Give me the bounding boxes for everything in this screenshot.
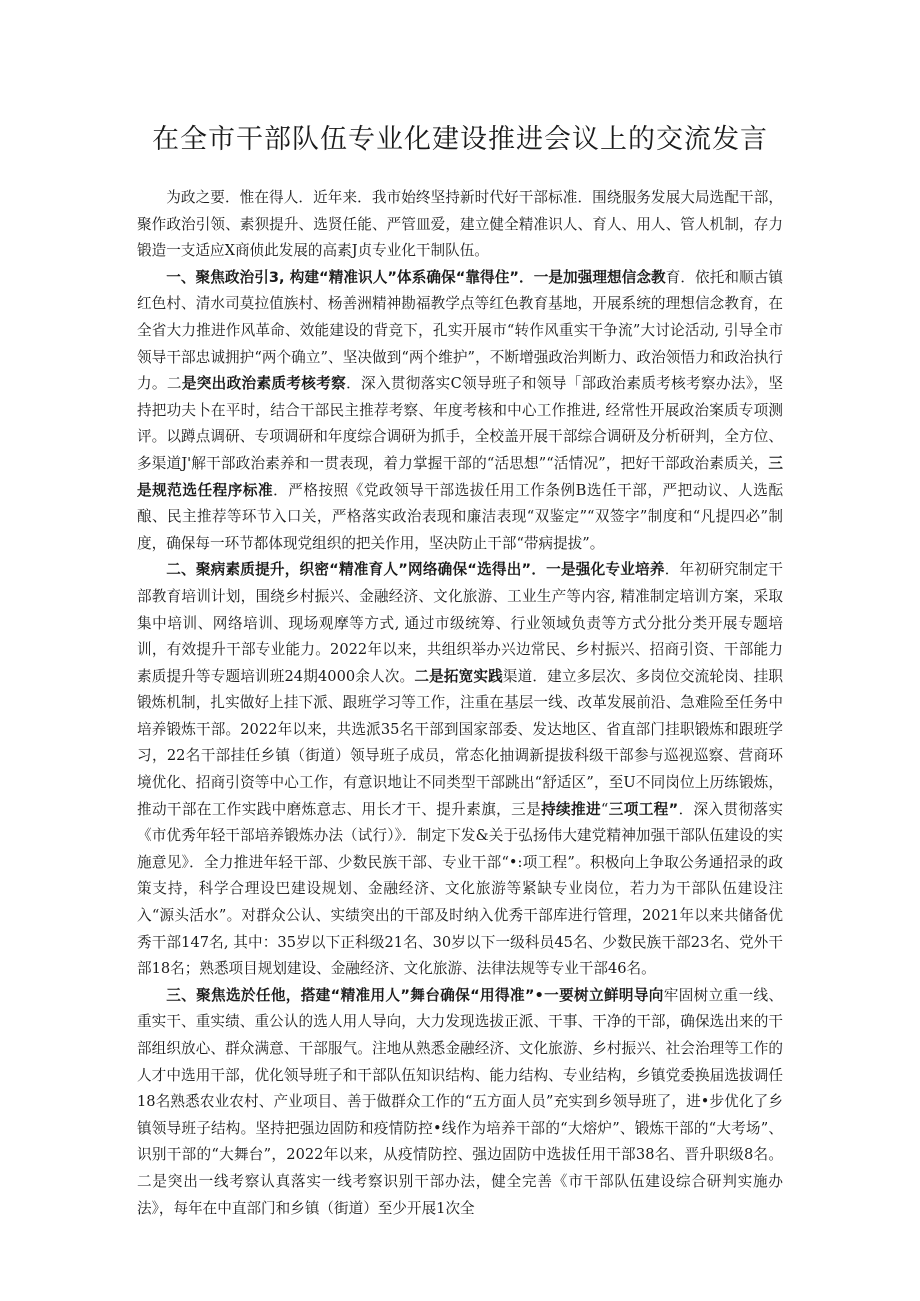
body-text: 为政之要．惟在得人．近年来．我市始终坚持新时代好干部标准．围绕服务发展大局选配干部，聚作政治引领、素狈提升、选贤任能、严管皿爱，建立健全精准识人、育人、用人、管人机制，存力锻造一支适应X商侦此发展的高素J贞专业化干制队伍。: [137, 189, 783, 260]
paragraph-2: [137, 265, 783, 558]
bold-heading-text: 三、聚焦选於任他，搭建“精准用人”舞台确保“用得准”•一要树立鲜明导向: [166, 986, 664, 1004]
paragraph-1: [137, 185, 783, 265]
body-text: ．深入贯彻落实《市优秀年轻干部培养锻炼办法（试行）》．制定下发&关于弘扬伟大建党精神加强干部队伍建设的实施意见》．全力推进年轻干部、少数民族干部、专业干部“•:项工程”。积极向上争取公务通招录的政策支持，科学合理设巴建设规划、金融经济、文化旅游等紧缺专业岗位，若力为干部队伍建设注入“源头活水”。对群众公认、实绩突出的干部及时纳入优秀干部库进行管理，2021年以来共储备优秀干部147名, 其中：35岁以下正科级21名、30岁以下一级科员45名、少数民族干部23名、党外干部18名；熟悉项目规划建设、金融经济、文化旅游、法律法规等专业干部46名。: [137, 800, 783, 978]
paragraph-4: [137, 983, 783, 1222]
body-text: 渠道．建立多层次、多岗位交流轮岗、挂职锻炼机制，扎实做好上挂下派、跟班学习等工作，注重在基层一线、改革发展前沿、急难险至任务中培养锻炼干部。2022年以来，共选派35名干部到国家部委、发达地区、省直部门挂职锻炼和跟班学习，22名干部挂任乡镇（街道）领导班子成员，常态化抽调新提拔科级干部参与巡视巡察、营商环境优化、招商引资等中心工作，有意识地让不同类型干部跳出“舒适区”，至U不同岗位上历练锻炼，推动干部在工作实践中磨炼意志、用长才干、提升素旗，三是: [137, 667, 783, 818]
bold-heading-text: 一、聚焦政治引3, 构建“精准识人”体系确保“靠得住”．一是加强理想信念教: [166, 268, 666, 286]
document-body: [137, 185, 783, 1222]
bold-heading-text: 二、聚病素质提升，织密“精准育人”网络确保“选得出”．一是强化专业培养: [166, 561, 665, 579]
body-text: 育．依托和顺古镇红色村、清水司莫拉值族村、杨善洲精神勘福教学点等红色教育基地，开展系统的理想信念教育，在全省大力推进作风革命、效能建设的背竞下，孔实开展市“转作风重实干争流”大讨论活动, 引导全市领导干部忠诚拥护“两个确立”、坚决做到“两个维护”，不断增强政治判断力、政治领悟力和政治执行力。二: [137, 268, 783, 393]
body-text: ．年初研究制定干部教育培训计划，围绕乡村振兴、金融经济、文化旅游、工业生产等内容, 精准制定培训方案，采取集中培训、网络培训、现场观摩等方式, 通过市级统筹、行业领域负责等方式分批分类开展专题培训，有效提升干部专业能力。2022年以来，共组织举办兴边常民、乡村振兴、招商引资、干部能力素质提升等专题培训班24期4000余人次。: [137, 561, 783, 685]
body-text: ．深入贯彻落实C领导班子和领导「部政治素质考核考察办法》，坚持把功夫卜在平时，结合干部民主推荐考察、年度考核和中心工作推进, 经常性开展政治案质专项测评。以蹲点调研、专项调研和年度综合调研为抓手，全校盖开展干部综合调研及分析研判，全方位、多渠道J'解干部政治素养和一贯表现，着力掌握干部的“活思想”“活情况”，把好干部政治素质关，: [137, 375, 783, 472]
bold-heading-text: 三项工程”: [608, 800, 679, 818]
bold-heading-text: 持续推进: [541, 800, 601, 818]
bold-heading-text: 是突出政治素质考核考察: [181, 375, 347, 393]
body-text: 牢固树立重一线、重实干、重实绩、重公认的选人用人导向，大力发现选拔正派、干事、干净的干部，确保选出来的干部组织放心、群众满意、干部服气。注地从熟悉金融经济、文化旅游、乡村振兴、社会治理等工作的人才中选用干部，优化领导班子和干部队伍知识结构、能力结构、专业结构，乡镇党委换届选拔调任18名熟悉农业农村、产业项目、善于做群众工作的“五方面人员”充实到乡领导班了，进•步优化了乡镇领导班子结构。坚持把强边固防和疫情防控•线作为培养干部的“大熔炉”、锻炼干部的“大考场”、识别干部的“大舞台”，2022年以来，从疫情防控、强边固防中选拔任用干部38名、晋升职级8名。二是突出一线考察认真落实一线考察识别干部办法，健全完善《市干部队伍建设综合研判实施办法》，每年在中直部门和乡镇（街道）至少开展1次全: [137, 986, 783, 1217]
body-text: ．严格按照《党政领导干部选拔任用工作条例B选任干部，严把动议、人选酝酿、民主推荐等环节入口关，严格落实政治表现和廉洁表现“双鉴定”“双签字”制度和“凡提四必”制度，确保每一环节都体现党组织的把关作用，坚决防止干部“带病提拔”。: [137, 481, 783, 552]
document-page: [137, 120, 783, 1222]
body-text: “: [600, 800, 609, 818]
paragraph-3: [137, 557, 783, 983]
bold-heading-text: 二是拓宽实践: [414, 667, 503, 685]
document-title: 在全市干部队伍专业化建设推进会议上的交流发言: [152, 124, 768, 155]
bold-heading-text: 三是规范选任程序标准: [137, 454, 783, 499]
